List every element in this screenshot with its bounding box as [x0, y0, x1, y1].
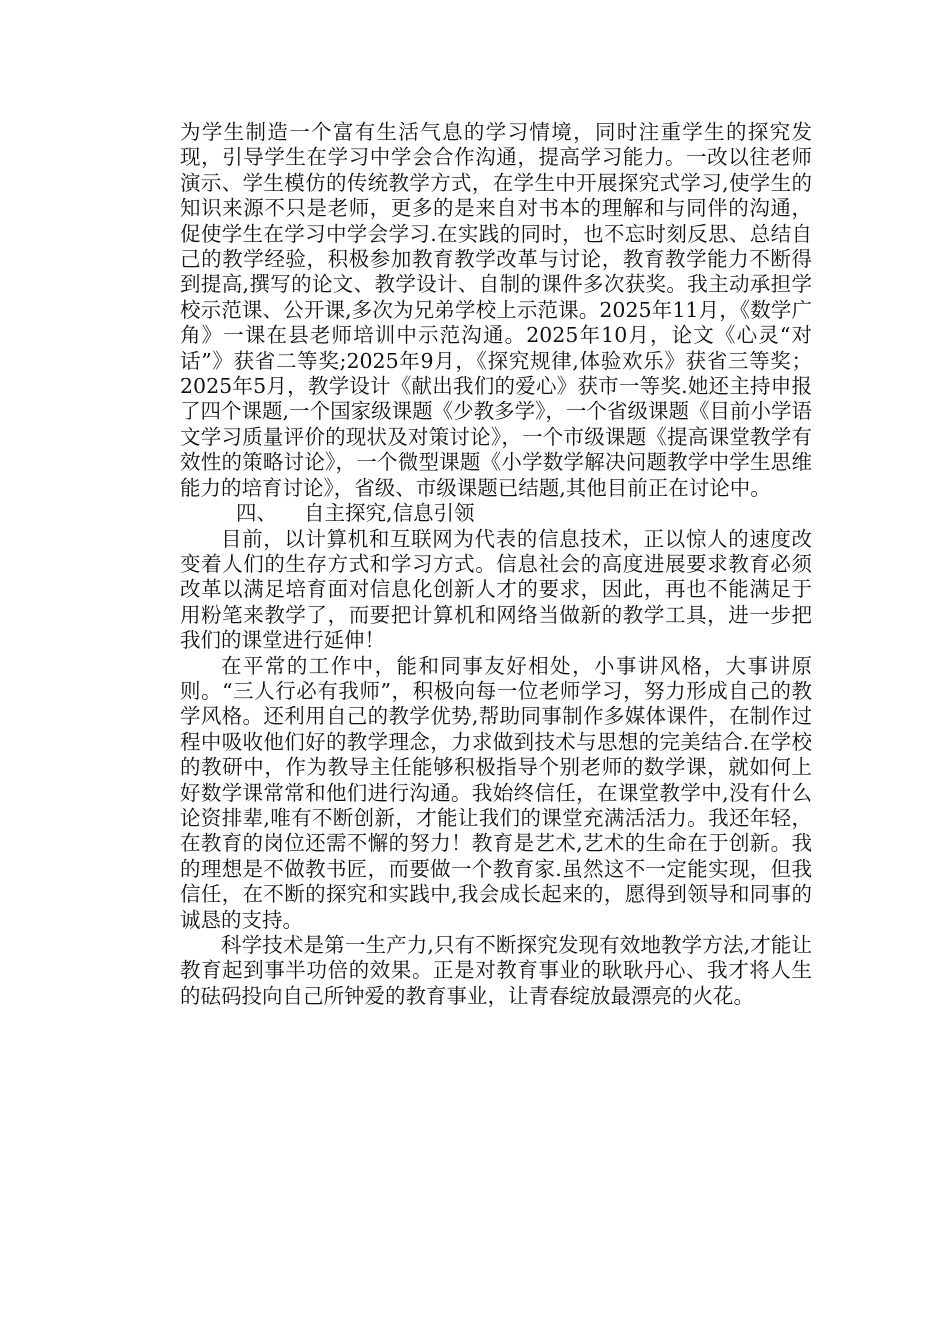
- body-paragraph-2: 目前，以计算机和互联网为代表的信息技术，正以惊人的速度改变着人们的生存方式和学习方式。信息社会的高度进展要求教育必须改革以满足培育面对信息化创新人才的要求，因此，再也不能满足于用粉笔来教学了，而要把计算机和网络当做新的教学工具，进一步把我们的课堂进行延伸！: [180, 526, 812, 653]
- section-number: 四、: [236, 501, 277, 526]
- section-heading: [180, 501, 812, 526]
- document-page: [180, 120, 812, 1009]
- body-paragraph-4: 科学技术是第一生产力,只有不断探究发现有效地教学方法,才能让教育起到事半功倍的效果。正是对教育事业的耿耿丹心、我才将人生的砝码投向自己所钟爱的教育事业，让青春绽放最漂亮的火花。: [180, 933, 812, 1008]
- body-paragraph-3: 在平常的工作中，能和同事友好相处，小事讲风格，大事讲原则。“三人行必有我师”，积极向每一位老师学习，努力形成自己的教学风格。还利用自己的教学优势,帮助同事制作多媒体课件，在制作过程中吸收他们好的教学理念，力求做到技术与思想的完美结合.在学校的教研中，作为教导主任能够积极指导个别老师的数学课，就如何上好数学课常常和他们进行沟通。我始终信任，在课堂教学中,没有什么论资排辈,唯有不断创新，才能让我们的课堂充满活活力。我还年轻，在教育的岗位还需不懈的努力！教育是艺术,艺术的生命在于创新。我的理想是不做教书匠，而要做一个教育家.虽然这不一定能实现，但我信任，在不断的探究和实践中,我会成长起来的，愿得到领导和同事的诚恳的支持。: [180, 653, 812, 932]
- body-paragraph-1: 为学生制造一个富有生活气息的学习情境，同时注重学生的探究发现，引导学生在学习中学会合作沟通，提高学习能力。一改以往老师演示、学生模仿的传统教学方式，在学生中开展探究式学习,使学生的知识来源不只是老师，更多的是来自对书本的理解和与同伴的沟通，促使学生在学习中学会学习.在实践的同时，也不忘时刻反思、总结自己的教学经验，积极参加教育教学改革与讨论，教育教学能力不断得到提高,撰写的论文、教学设计、自制的课件多次获奖。我主动承担学校示范课、公开课,多次为兄弟学校上示范课。2025年11月，《数学广角》一课在县老师培训中示范沟通。2025年10月，论文《心灵“对话”》获省二等奖;2025年9月，《探究规律,体验欢乐》获省三等奖；2025年5月，教学设计《献出我们的爱心》获市一等奖.她还主持申报了四个课题,一个国家级课题《少教多学》，一个省级课题《目前小学语文学习质量评价的现状及对策讨论》，一个市级课题《提高课堂教学有效性的策略讨论》，一个微型课题《小学数学解决问题教学中学生思维能力的培育讨论》，省级、市级课题已结题,其他目前正在讨论中。: [180, 120, 812, 500]
- section-title: 自主探究,信息引领: [304, 501, 475, 526]
